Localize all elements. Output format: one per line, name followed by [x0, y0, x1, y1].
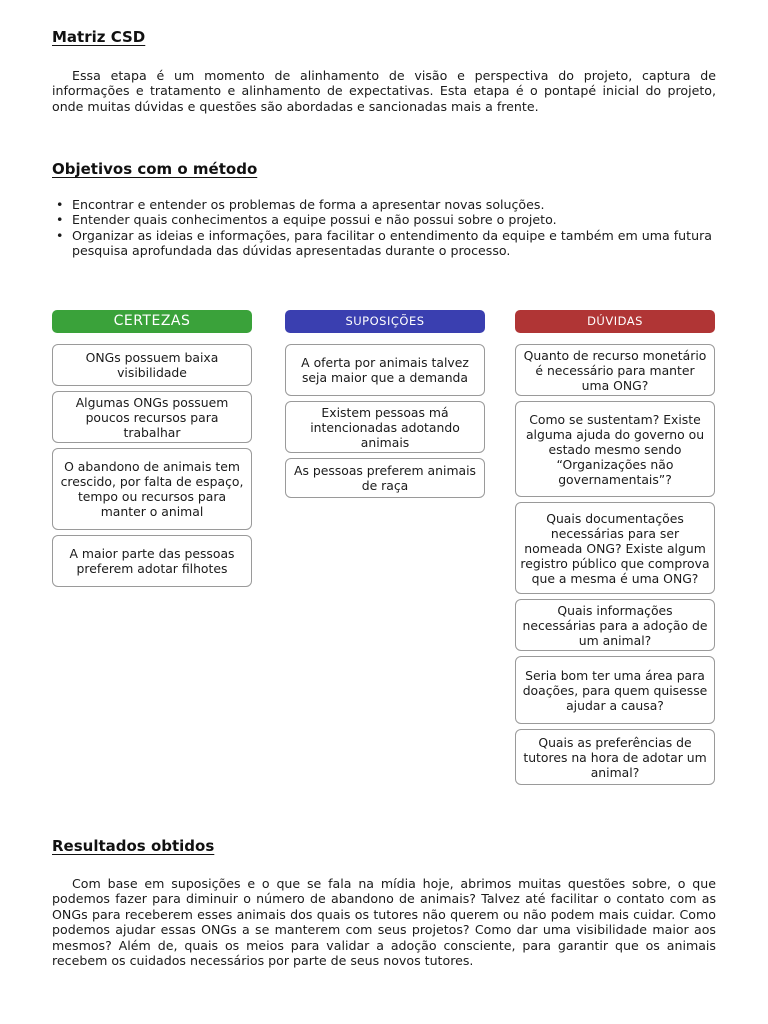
- suposicao-card: Existem pessoas má intencionadas adotando animais: [285, 401, 485, 453]
- certeza-card: Algumas ONGs possuem poucos recursos para trabalhar: [52, 391, 252, 443]
- duvida-card: Seria bom ter uma área para doações, para quem quisesse ajudar a causa?: [515, 656, 715, 724]
- objective-item: • Organizar as ideias e informações, para facilitar o entendimento da equipe e também em uma futura pesquisa aprofundada das dúvidas apresentadas durante o processo.: [52, 228, 716, 259]
- objective-item: • Entender quais conhecimentos a equipe possui e não possui sobre o projeto.: [52, 212, 716, 227]
- certeza-card: ONGs possuem baixa visibilidade: [52, 344, 252, 386]
- duvida-card: Quais documentações necessárias para ser nomeada ONG? Existe algum registro público que comprova que a mesma é uma ONG?: [515, 502, 715, 594]
- suposicao-card: As pessoas preferem animais de raça: [285, 458, 485, 498]
- duvida-card: Quanto de recurso monetário é necessário para manter uma ONG?: [515, 344, 715, 396]
- duvida-card: Quais informações necessárias para a adoção de um animal?: [515, 599, 715, 651]
- duvida-card: Como se sustentam? Existe alguma ajuda do governo ou estado mesmo sendo “Organizações não governamentais”?: [515, 401, 715, 497]
- objectives-list: [52, 197, 716, 259]
- section-title-resultados: Resultados obtidos: [52, 837, 215, 855]
- header-duvidas: DÚVIDAS: [515, 310, 715, 333]
- section-title-objetivos: Objetivos com o método: [52, 160, 258, 178]
- column-suposicoes: [285, 310, 485, 503]
- column-certezas: [52, 310, 252, 592]
- results-paragraph: Com base em suposições e o que se fala na mídia hoje, abrimos muitas questões sobre, o que podemos fazer para diminuir o número de abandono de animais? Talvez até facilitar o contato com as ONGs para receberem esses animais dos quais os tutores não querem ou não podem mais cuidar. Como podemos ajudar essas ONGs a se manterem com seus projetos? Como dar uma visibilidade maior aos mesmos? Além de, quais os meios para validar a adoção consciente, para garantir que os animais recebem os cuidados necessários por parte de seus novos tutores.: [52, 876, 716, 969]
- objective-item: • Encontrar e entender os problemas de forma a apresentar novas soluções.: [52, 197, 716, 212]
- suposicao-card: A oferta por animais talvez seja maior que a demanda: [285, 344, 485, 396]
- column-duvidas: [515, 310, 715, 790]
- certeza-card: O abandono de animais tem crescido, por falta de espaço, tempo ou recursos para manter o animal: [52, 448, 252, 530]
- header-certezas: CERTEZAS: [52, 310, 252, 333]
- intro-paragraph: Essa etapa é um momento de alinhamento de visão e perspectiva do projeto, captura de informações e tratamento e alinhamento de expectativas. Esta etapa é o pontapé inicial do projeto, onde muitas dúvidas e questões são abordadas e sancionadas mais a frente.: [52, 68, 716, 114]
- certeza-card: A maior parte das pessoas preferem adotar filhotes: [52, 535, 252, 587]
- duvida-card: Quais as preferências de tutores na hora de adotar um animal?: [515, 729, 715, 785]
- section-title-matriz-csd: Matriz CSD: [52, 28, 146, 46]
- header-suposicoes: SUPOSIÇÕES: [285, 310, 485, 333]
